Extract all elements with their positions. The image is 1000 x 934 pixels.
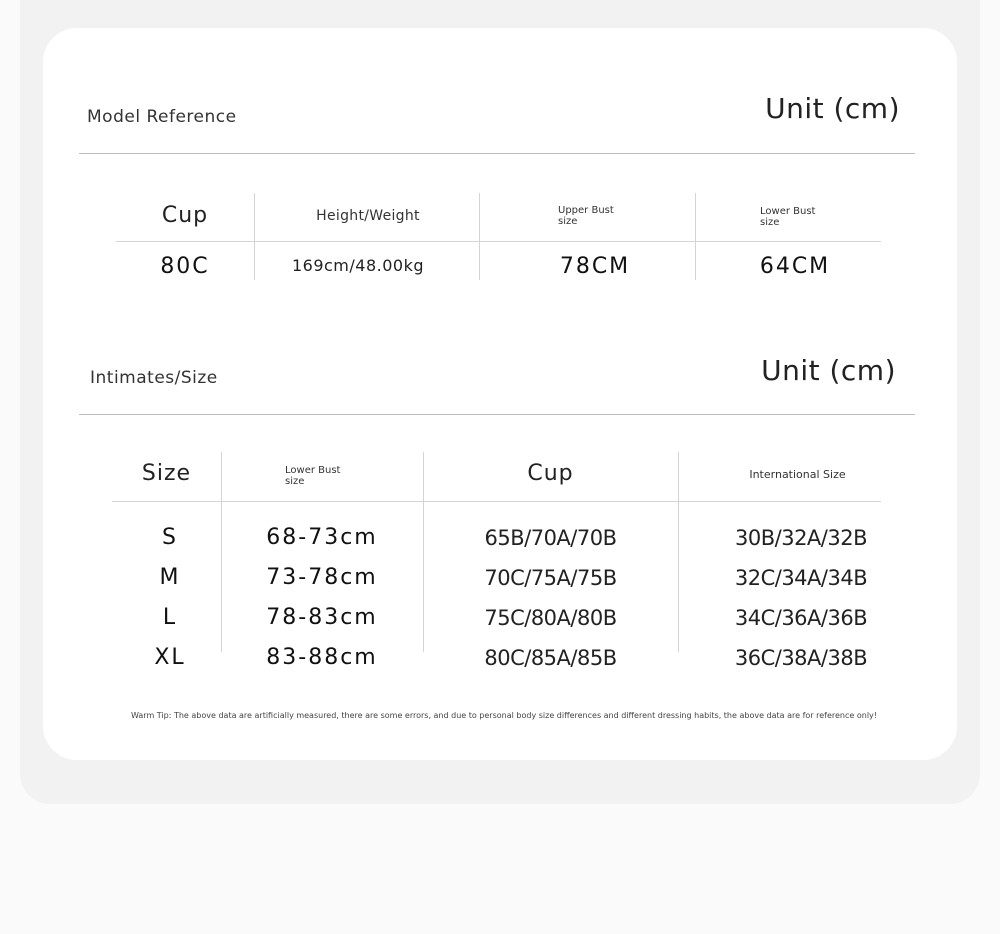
header-lower-bust-size-line1: Lower Bust xyxy=(285,465,341,476)
value-height-weight: 169cm/48.00kg xyxy=(291,256,425,275)
row-size: S xyxy=(162,525,178,550)
header-lower-bust-line2: size xyxy=(760,217,780,228)
row-cup: 65B/70A/70B xyxy=(484,526,617,550)
row-lower-bust: 78-83cm xyxy=(266,605,378,630)
row-size: XL xyxy=(154,645,186,670)
row-cup: 80C/85A/85B xyxy=(484,646,617,670)
model-table-header-line xyxy=(116,241,881,242)
row-size: L xyxy=(162,605,178,630)
row-international: 34C/36A/36B xyxy=(734,606,868,630)
size-chart-title: Intimates/Size xyxy=(90,368,218,388)
header-size: Size xyxy=(141,461,192,486)
header-international-size: International Size xyxy=(749,468,846,481)
row-lower-bust: 68-73cm xyxy=(266,525,378,550)
size-table-col-divider xyxy=(678,452,679,652)
header-cup: Cup xyxy=(161,203,209,228)
model-reference-divider xyxy=(79,153,915,154)
model-reference-title: Model Reference xyxy=(87,107,237,127)
row-international: 32C/34A/34B xyxy=(734,566,868,590)
model-table-col-divider xyxy=(479,193,480,280)
size-chart-unit: Unit (cm) xyxy=(761,354,896,387)
value-lower-bust: 64CM xyxy=(759,254,831,279)
row-international: 36C/38A/38B xyxy=(734,646,868,670)
size-chart-divider xyxy=(79,414,915,415)
header-height-weight: Height/Weight xyxy=(316,208,420,224)
row-international: 30B/32A/32B xyxy=(735,526,867,550)
row-lower-bust: 83-88cm xyxy=(266,645,378,670)
row-cup: 70C/75A/75B xyxy=(484,566,617,590)
warm-tip-note: Warm Tip: The above data are artificially measured, there are some errors, and due to personal body size differences and different dressing habits, the above data are for reference only! xyxy=(131,711,877,720)
header-upper-bust-line1: Upper Bust xyxy=(558,205,614,216)
header-upper-bust xyxy=(558,205,614,227)
model-reference-unit: Unit (cm) xyxy=(765,92,900,125)
row-size: M xyxy=(159,565,181,590)
size-table-header-line xyxy=(112,501,881,502)
header-lower-bust-size-line2: size xyxy=(285,476,305,487)
header-lower-bust-line1: Lower Bust xyxy=(760,206,816,217)
header-cup: Cup xyxy=(527,461,574,486)
row-cup: 75C/80A/80B xyxy=(484,606,617,630)
value-upper-bust: 78CM xyxy=(559,254,631,279)
row-lower-bust: 73-78cm xyxy=(266,565,378,590)
header-lower-bust-size xyxy=(285,465,340,487)
value-cup: 80C xyxy=(160,254,210,279)
header-lower-bust xyxy=(760,206,815,228)
header-upper-bust-line2: size xyxy=(558,216,578,227)
